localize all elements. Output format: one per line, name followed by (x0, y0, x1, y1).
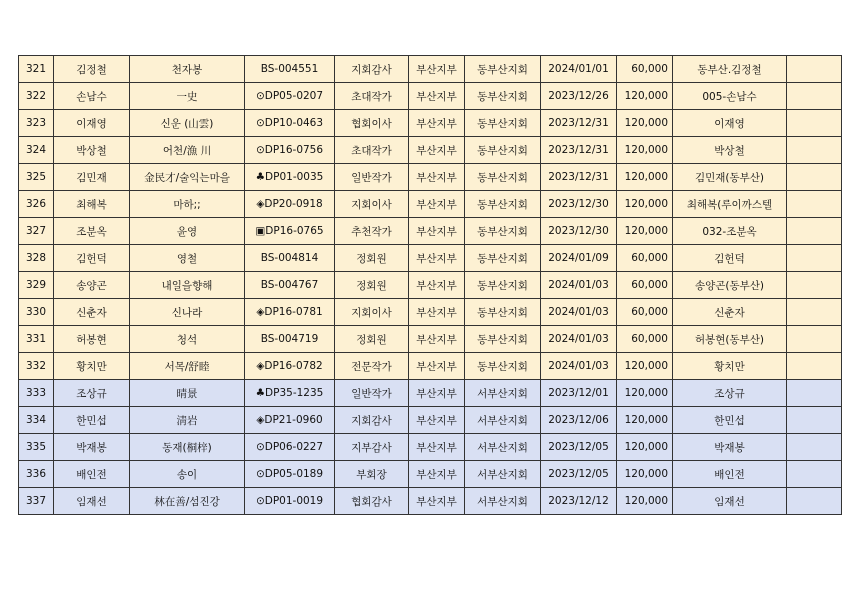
row-number-cell: 331 (19, 326, 54, 353)
empty-cell (787, 407, 842, 434)
position-cell: 정회원 (335, 326, 409, 353)
pen-name-cell: 金民才/술익는마을 (130, 164, 245, 191)
date-cell: 2023/12/31 (541, 110, 617, 137)
amount-cell: 120,000 (617, 407, 673, 434)
amount-cell: 60,000 (617, 245, 673, 272)
member-name-cell: 김민재 (54, 164, 130, 191)
position-cell: 협회감사 (335, 488, 409, 515)
empty-cell (787, 434, 842, 461)
pen-name-cell: 윤영 (130, 218, 245, 245)
amount-cell: 120,000 (617, 353, 673, 380)
date-cell: 2024/01/03 (541, 326, 617, 353)
member-name-cell: 박재봉 (54, 434, 130, 461)
chapter-cell: 동부산지회 (465, 299, 541, 326)
branch-cell: 부산지부 (409, 353, 465, 380)
branch-cell: 부산지부 (409, 110, 465, 137)
date-cell: 2023/12/31 (541, 164, 617, 191)
date-cell: 2023/12/01 (541, 380, 617, 407)
date-cell: 2023/12/06 (541, 407, 617, 434)
member-code-cell: ▣DP16-0765 (245, 218, 335, 245)
row-number-cell: 332 (19, 353, 54, 380)
chapter-cell: 동부산지회 (465, 110, 541, 137)
row-number-cell: 336 (19, 461, 54, 488)
depositor-cell: 신춘자 (673, 299, 787, 326)
empty-cell (787, 83, 842, 110)
branch-cell: 부산지부 (409, 245, 465, 272)
member-name-cell: 임재선 (54, 488, 130, 515)
member-name-cell: 조상규 (54, 380, 130, 407)
member-code-cell: BS-004551 (245, 56, 335, 83)
member-code-cell: ♣DP35-1235 (245, 380, 335, 407)
branch-cell: 부산지부 (409, 218, 465, 245)
empty-cell (787, 56, 842, 83)
empty-cell (787, 137, 842, 164)
amount-cell: 120,000 (617, 110, 673, 137)
row-number-cell: 333 (19, 380, 54, 407)
row-number-cell: 328 (19, 245, 54, 272)
member-name-cell: 손남수 (54, 83, 130, 110)
empty-cell (787, 461, 842, 488)
table-row (19, 380, 842, 407)
branch-cell: 부산지부 (409, 326, 465, 353)
branch-cell: 부산지부 (409, 83, 465, 110)
chapter-cell: 동부산지회 (465, 326, 541, 353)
member-code-cell: ♣DP01-0035 (245, 164, 335, 191)
branch-cell: 부산지부 (409, 461, 465, 488)
depositor-cell: 동부산.김정철 (673, 56, 787, 83)
member-name-cell: 조분옥 (54, 218, 130, 245)
table-row (19, 191, 842, 218)
chapter-cell: 동부산지회 (465, 56, 541, 83)
date-cell: 2023/12/05 (541, 434, 617, 461)
branch-cell: 부산지부 (409, 407, 465, 434)
amount-cell: 60,000 (617, 326, 673, 353)
date-cell: 2023/12/26 (541, 83, 617, 110)
member-code-cell: ⊙DP06-0227 (245, 434, 335, 461)
date-cell: 2023/12/30 (541, 218, 617, 245)
depositor-cell: 허봉현(동부산) (673, 326, 787, 353)
member-code-cell: ◈DP16-0781 (245, 299, 335, 326)
depositor-cell: 이재영 (673, 110, 787, 137)
empty-cell (787, 272, 842, 299)
table-row (19, 299, 842, 326)
table-row (19, 137, 842, 164)
position-cell: 지부감사 (335, 434, 409, 461)
amount-cell: 60,000 (617, 272, 673, 299)
position-cell: 정회원 (335, 272, 409, 299)
chapter-cell: 서부산지회 (465, 488, 541, 515)
depositor-cell: 배인전 (673, 461, 787, 488)
empty-cell (787, 326, 842, 353)
branch-cell: 부산지부 (409, 488, 465, 515)
date-cell: 2024/01/03 (541, 272, 617, 299)
branch-cell: 부산지부 (409, 164, 465, 191)
empty-cell (787, 164, 842, 191)
chapter-cell: 동부산지회 (465, 137, 541, 164)
chapter-cell: 동부산지회 (465, 353, 541, 380)
member-name-cell: 이재영 (54, 110, 130, 137)
date-cell: 2023/12/12 (541, 488, 617, 515)
chapter-cell: 동부산지회 (465, 272, 541, 299)
branch-cell: 부산지부 (409, 299, 465, 326)
chapter-cell: 동부산지회 (465, 164, 541, 191)
row-number-cell: 330 (19, 299, 54, 326)
pen-name-cell: 淸岩 (130, 407, 245, 434)
member-code-cell: BS-004719 (245, 326, 335, 353)
depositor-cell: 박재봉 (673, 434, 787, 461)
amount-cell: 120,000 (617, 461, 673, 488)
empty-cell (787, 380, 842, 407)
row-number-cell: 337 (19, 488, 54, 515)
position-cell: 지회감사 (335, 407, 409, 434)
member-code-cell: ⊙DP16-0756 (245, 137, 335, 164)
position-cell: 초대작가 (335, 83, 409, 110)
member-code-cell: ◈DP20-0918 (245, 191, 335, 218)
date-cell: 2024/01/09 (541, 245, 617, 272)
depositor-cell: 김민재(동부산) (673, 164, 787, 191)
date-cell: 2024/01/03 (541, 299, 617, 326)
table-row (19, 164, 842, 191)
empty-cell (787, 218, 842, 245)
row-number-cell: 325 (19, 164, 54, 191)
depositor-cell: 김헌덕 (673, 245, 787, 272)
row-number-cell: 326 (19, 191, 54, 218)
row-number-cell: 324 (19, 137, 54, 164)
member-name-cell: 배인전 (54, 461, 130, 488)
member-code-cell: BS-004814 (245, 245, 335, 272)
table-row (19, 353, 842, 380)
empty-cell (787, 110, 842, 137)
empty-cell (787, 488, 842, 515)
amount-cell: 120,000 (617, 218, 673, 245)
date-cell: 2023/12/30 (541, 191, 617, 218)
member-code-cell: ⊙DP05-0189 (245, 461, 335, 488)
pen-name-cell: 동재(桐梓) (130, 434, 245, 461)
branch-cell: 부산지부 (409, 380, 465, 407)
pen-name-cell: 영철 (130, 245, 245, 272)
date-cell: 2023/12/31 (541, 137, 617, 164)
amount-cell: 120,000 (617, 164, 673, 191)
table-row (19, 218, 842, 245)
member-name-cell: 황치만 (54, 353, 130, 380)
position-cell: 전문작가 (335, 353, 409, 380)
table-row (19, 245, 842, 272)
member-code-cell: ⊙DP10-0463 (245, 110, 335, 137)
empty-cell (787, 245, 842, 272)
amount-cell: 120,000 (617, 137, 673, 164)
position-cell: 협회이사 (335, 110, 409, 137)
amount-cell: 120,000 (617, 488, 673, 515)
row-number-cell: 327 (19, 218, 54, 245)
pen-name-cell: 청석 (130, 326, 245, 353)
chapter-cell: 동부산지회 (465, 218, 541, 245)
depositor-cell: 조상규 (673, 380, 787, 407)
table-row (19, 488, 842, 515)
pen-name-cell: 林在善/섬진강 (130, 488, 245, 515)
table-row (19, 83, 842, 110)
position-cell: 지회감사 (335, 56, 409, 83)
depositor-cell: 박상철 (673, 137, 787, 164)
table-row (19, 434, 842, 461)
depositor-cell: 032-조분옥 (673, 218, 787, 245)
pen-name-cell: 신운 (山雲) (130, 110, 245, 137)
member-code-cell: BS-004767 (245, 272, 335, 299)
chapter-cell: 서부산지회 (465, 380, 541, 407)
member-name-cell: 김정철 (54, 56, 130, 83)
depositor-cell: 한민섭 (673, 407, 787, 434)
pen-name-cell: 내일을향해 (130, 272, 245, 299)
empty-cell (787, 299, 842, 326)
empty-cell (787, 353, 842, 380)
member-code-cell: ◈DP21-0960 (245, 407, 335, 434)
position-cell: 부회장 (335, 461, 409, 488)
position-cell: 일반작가 (335, 380, 409, 407)
member-name-cell: 한민섭 (54, 407, 130, 434)
position-cell: 정회원 (335, 245, 409, 272)
pen-name-cell: 송이 (130, 461, 245, 488)
position-cell: 지회이사 (335, 299, 409, 326)
branch-cell: 부산지부 (409, 137, 465, 164)
member-name-cell: 허봉현 (54, 326, 130, 353)
depositor-cell: 005-손남수 (673, 83, 787, 110)
amount-cell: 120,000 (617, 434, 673, 461)
table-row (19, 110, 842, 137)
empty-cell (787, 191, 842, 218)
member-name-cell: 송양곤 (54, 272, 130, 299)
row-number-cell: 329 (19, 272, 54, 299)
chapter-cell: 동부산지회 (465, 245, 541, 272)
table-row (19, 326, 842, 353)
branch-cell: 부산지부 (409, 56, 465, 83)
pen-name-cell: 천자봉 (130, 56, 245, 83)
amount-cell: 60,000 (617, 56, 673, 83)
amount-cell: 120,000 (617, 191, 673, 218)
branch-cell: 부산지부 (409, 191, 465, 218)
chapter-cell: 서부산지회 (465, 461, 541, 488)
date-cell: 2024/01/01 (541, 56, 617, 83)
member-name-cell: 신춘자 (54, 299, 130, 326)
branch-cell: 부산지부 (409, 272, 465, 299)
branch-cell: 부산지부 (409, 434, 465, 461)
row-number-cell: 322 (19, 83, 54, 110)
position-cell: 초대작가 (335, 137, 409, 164)
position-cell: 지회이사 (335, 191, 409, 218)
table-row (19, 56, 842, 83)
member-code-cell: ⊙DP01-0019 (245, 488, 335, 515)
member-code-cell: ⊙DP05-0207 (245, 83, 335, 110)
chapter-cell: 서부산지회 (465, 434, 541, 461)
depositor-cell: 최해복(루이까스텔 (673, 191, 787, 218)
table-row (19, 272, 842, 299)
chapter-cell: 동부산지회 (465, 191, 541, 218)
amount-cell: 120,000 (617, 380, 673, 407)
row-number-cell: 321 (19, 56, 54, 83)
depositor-cell: 임재선 (673, 488, 787, 515)
pen-name-cell: 一史 (130, 83, 245, 110)
member-code-cell: ◈DP16-0782 (245, 353, 335, 380)
pen-name-cell: 어천/漁 川 (130, 137, 245, 164)
pen-name-cell: 마하;; (130, 191, 245, 218)
row-number-cell: 334 (19, 407, 54, 434)
date-cell: 2024/01/03 (541, 353, 617, 380)
depositor-cell: 황치만 (673, 353, 787, 380)
pen-name-cell: 晴景 (130, 380, 245, 407)
chapter-cell: 서부산지회 (465, 407, 541, 434)
chapter-cell: 동부산지회 (465, 83, 541, 110)
member-name-cell: 최해복 (54, 191, 130, 218)
amount-cell: 120,000 (617, 83, 673, 110)
row-number-cell: 335 (19, 434, 54, 461)
date-cell: 2023/12/05 (541, 461, 617, 488)
pen-name-cell: 신나라 (130, 299, 245, 326)
member-name-cell: 김헌덕 (54, 245, 130, 272)
member-name-cell: 박상철 (54, 137, 130, 164)
pen-name-cell: 서목/舒睦 (130, 353, 245, 380)
table-row (19, 407, 842, 434)
member-table (18, 55, 842, 515)
depositor-cell: 송양곤(동부산) (673, 272, 787, 299)
position-cell: 추천작가 (335, 218, 409, 245)
position-cell: 일반작가 (335, 164, 409, 191)
table-row (19, 461, 842, 488)
amount-cell: 60,000 (617, 299, 673, 326)
row-number-cell: 323 (19, 110, 54, 137)
